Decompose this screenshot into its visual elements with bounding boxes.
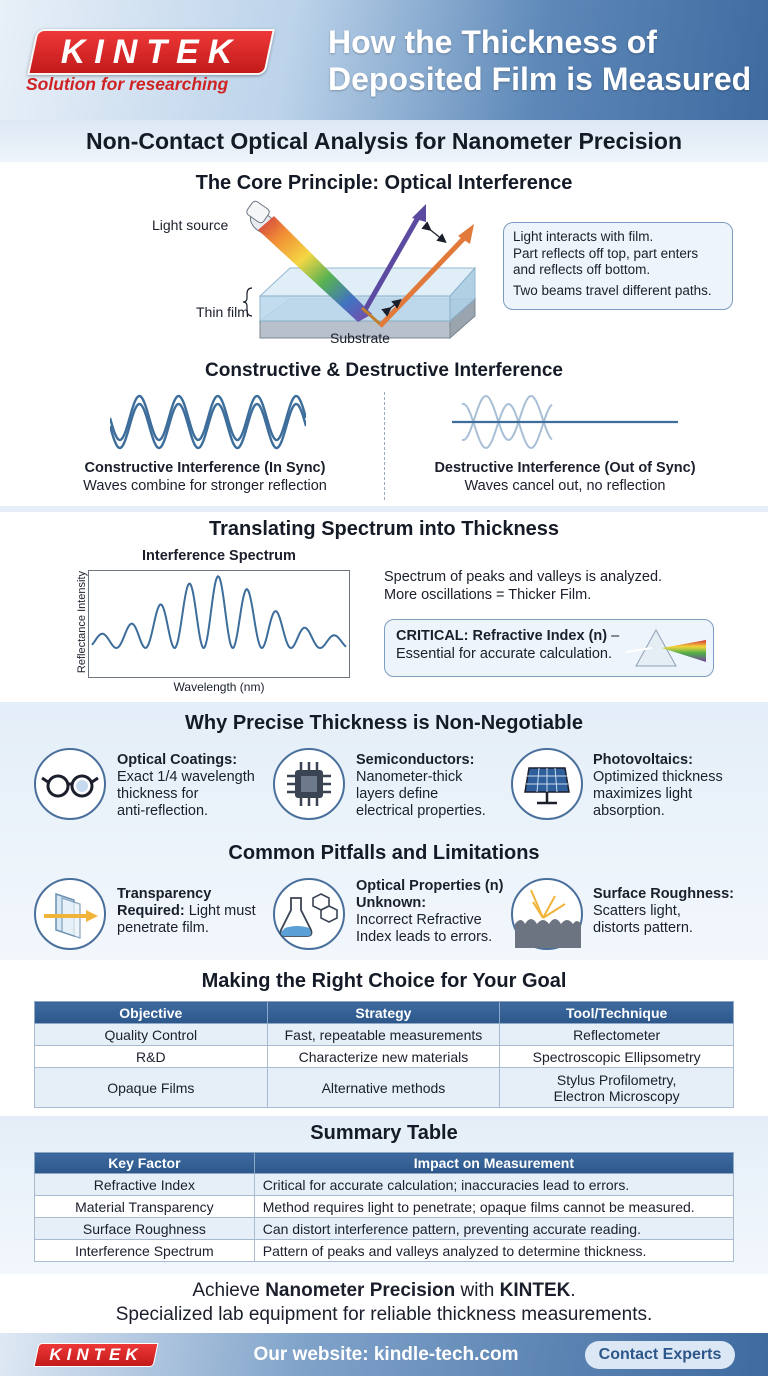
critical-bold: CRITICAL: Refractive Index (n)	[396, 628, 608, 644]
spectrum-title: Translating Spectrum into Thickness	[208, 518, 560, 540]
why-item-line: Optimized thickness	[593, 769, 723, 785]
choice-header: Strategy	[267, 1002, 500, 1024]
why-item-title: Photovoltaics:	[593, 752, 693, 768]
table-cell: Surface Roughness	[35, 1218, 255, 1240]
table-cell: Method requires light to penetrate; opaque films cannot be measured.	[254, 1196, 733, 1218]
substrate-label: Substrate	[330, 330, 390, 346]
critical-dash: –	[607, 628, 620, 644]
pitfall-line: Index leads to errors.	[356, 929, 493, 945]
cta-bold-kintek: KINTEK	[499, 1280, 571, 1301]
why-item-title: Semiconductors:	[356, 752, 475, 768]
why-item-photovoltaics	[593, 752, 753, 820]
table-cell: Critical for accurate calculation; inaccuracies lead to errors.	[254, 1174, 733, 1196]
summary-header: Key Factor	[35, 1153, 255, 1174]
critical-desc: Essential for accurate calculation.	[396, 646, 612, 662]
pitfall-item-roughness	[593, 886, 753, 937]
light-source-label: Light source	[152, 217, 229, 233]
glasses-icon	[34, 748, 106, 820]
table-cell: Can distort interference pattern, preventing accurate reading.	[254, 1218, 733, 1240]
pitfall-title-2: Unknown:	[356, 895, 427, 911]
callout-line: Two beams travel different paths.	[513, 282, 712, 298]
logo-text: KINTEK	[60, 33, 242, 71]
pitfall-line: penetrate film.	[117, 920, 209, 936]
constructive-title: Constructive Interference (In Sync)	[84, 460, 326, 476]
table-cell: Reflectometer	[500, 1024, 734, 1046]
why-item-line: Exact 1/4 wavelength	[117, 769, 255, 785]
cta-prefix: Achieve	[192, 1280, 266, 1301]
why-item-line: layers define	[356, 786, 439, 802]
rough-surface-icon	[511, 878, 583, 950]
cell-line: Electron Microscopy	[553, 1087, 680, 1104]
destructive-text: Waves cancel out, no reflection	[464, 478, 666, 494]
cta-bold-precision: Nanometer Precision	[265, 1280, 456, 1301]
page-title: How the Thickness of Deposited Film is Measured	[328, 24, 752, 97]
spectrum-x-label: Wavelength (nm)	[173, 680, 265, 694]
table-cell: Quality Control	[35, 1024, 268, 1046]
pitfalls-title: Common Pitfalls and Limitations	[228, 842, 540, 864]
table-cell: Material Transparency	[35, 1196, 255, 1218]
solar-panel-icon	[511, 748, 583, 820]
table-row	[35, 1024, 734, 1046]
spectrum-y-label: Reflectance Intensity	[76, 570, 88, 674]
why-item-line: electrical properties.	[356, 803, 486, 819]
divider	[384, 392, 385, 500]
spectrum-curve	[88, 570, 350, 678]
destructive-title: Destructive Interference (Out of Sync)	[434, 460, 696, 476]
choice-title: Making the Right Choice for Your Goal	[201, 970, 567, 992]
summary-table	[34, 1152, 734, 1262]
why-title: Why Precise Thickness is Non-Negotiable	[185, 712, 583, 734]
table-cell: Pattern of peaks and valleys analyzed to determine thickness.	[254, 1240, 733, 1262]
table-row	[35, 1240, 734, 1262]
table-cell	[500, 1068, 734, 1108]
why-item-optical	[117, 752, 267, 820]
footer-logo-text: KINTEK	[49, 1345, 143, 1364]
contact-experts-button[interactable]: Contact Experts	[585, 1341, 735, 1369]
table-row	[35, 1196, 734, 1218]
table-row	[35, 1068, 734, 1108]
destructive-waves	[452, 392, 678, 452]
why-item-title: Optical Coatings:	[117, 752, 238, 768]
pitfall-rest: Light must	[184, 903, 256, 919]
summary-title: Summary Table	[310, 1122, 458, 1144]
pitfall-line: Incorrect Refractive	[356, 912, 482, 928]
table-row	[35, 1046, 734, 1068]
critical-text	[396, 627, 636, 663]
cta-line2: Specialized lab equipment for reliable thickness measurements.	[115, 1304, 653, 1325]
table-cell: Spectroscopic Ellipsometry	[500, 1046, 734, 1068]
chip-icon	[273, 748, 345, 820]
pitfall-title: Transparency	[117, 886, 212, 902]
principle-callout-text	[513, 229, 733, 299]
table-cell: Refractive Index	[35, 1174, 255, 1196]
prism-icon	[626, 626, 708, 670]
pitfall-item-transparency	[117, 886, 267, 937]
choice-header: Objective	[35, 1002, 268, 1024]
table-row	[35, 1218, 734, 1240]
pitfall-line: Scatters light,	[593, 903, 681, 919]
table-cell: Alternative methods	[267, 1068, 500, 1108]
constructive-waves	[110, 390, 306, 454]
callout-line: and reflects off bottom.	[513, 262, 651, 277]
cell-line: Stylus Profilometry,	[556, 1071, 677, 1088]
table-cell: Characterize new materials	[267, 1046, 500, 1068]
transparency-icon	[34, 878, 106, 950]
footer-website-link[interactable]: Our website: kindle-tech.com	[253, 1344, 519, 1365]
pitfall-item-optical-properties	[356, 878, 516, 946]
why-item-line: absorption.	[593, 803, 665, 819]
pitfall-title: Optical Properties (n)	[356, 878, 504, 894]
spectrum-chart-title: Interference Spectrum	[142, 548, 296, 564]
why-item-semiconductors	[356, 752, 506, 820]
logo-tagline: Solution for researching	[26, 74, 229, 94]
pitfall-line: distorts pattern.	[593, 920, 693, 936]
choice-header: Tool/Technique	[500, 1002, 734, 1024]
table-cell: Interference Spectrum	[35, 1240, 255, 1262]
spectrum-desc-line: Spectrum of peaks and valleys is analyzed.	[384, 569, 663, 585]
interference-title: Constructive & Destructive Interference	[205, 360, 563, 381]
pitfall-title-2: Required:	[117, 903, 185, 919]
cta-suffix: .	[570, 1280, 576, 1301]
cta-middle: with	[455, 1280, 500, 1301]
table-row	[35, 1174, 734, 1196]
spectrum-description	[384, 568, 662, 604]
constructive-text: Waves combine for stronger reflection	[83, 478, 327, 494]
why-item-line: Nanometer-thick	[356, 769, 463, 785]
why-item-line: maximizes light	[593, 786, 693, 802]
table-cell: Fast, repeatable measurements	[267, 1024, 500, 1046]
table-cell: R&D	[35, 1046, 268, 1068]
why-item-line: thickness for	[117, 786, 199, 802]
why-item-line: anti-reflection.	[117, 803, 209, 819]
callout-line: Part reflects off top, part enters	[513, 245, 699, 261]
callout-line: Light interacts with film.	[513, 229, 654, 244]
core-principle-title: The Core Principle: Optical Interference	[195, 172, 573, 194]
choice-table	[34, 1001, 734, 1108]
pitfall-title: Surface Roughness:	[593, 886, 734, 902]
subtitle: Non-Contact Optical Analysis for Nanometer Precision	[86, 128, 682, 154]
spectrum-desc-line: More oscillations = Thicker Film.	[384, 587, 592, 603]
table-cell: Opaque Films	[35, 1068, 268, 1108]
summary-header: Impact on Measurement	[254, 1153, 733, 1174]
flask-molecule-icon	[273, 878, 345, 950]
cta-line1	[0, 1280, 768, 1302]
thin-film-label: Thin film	[196, 304, 249, 320]
